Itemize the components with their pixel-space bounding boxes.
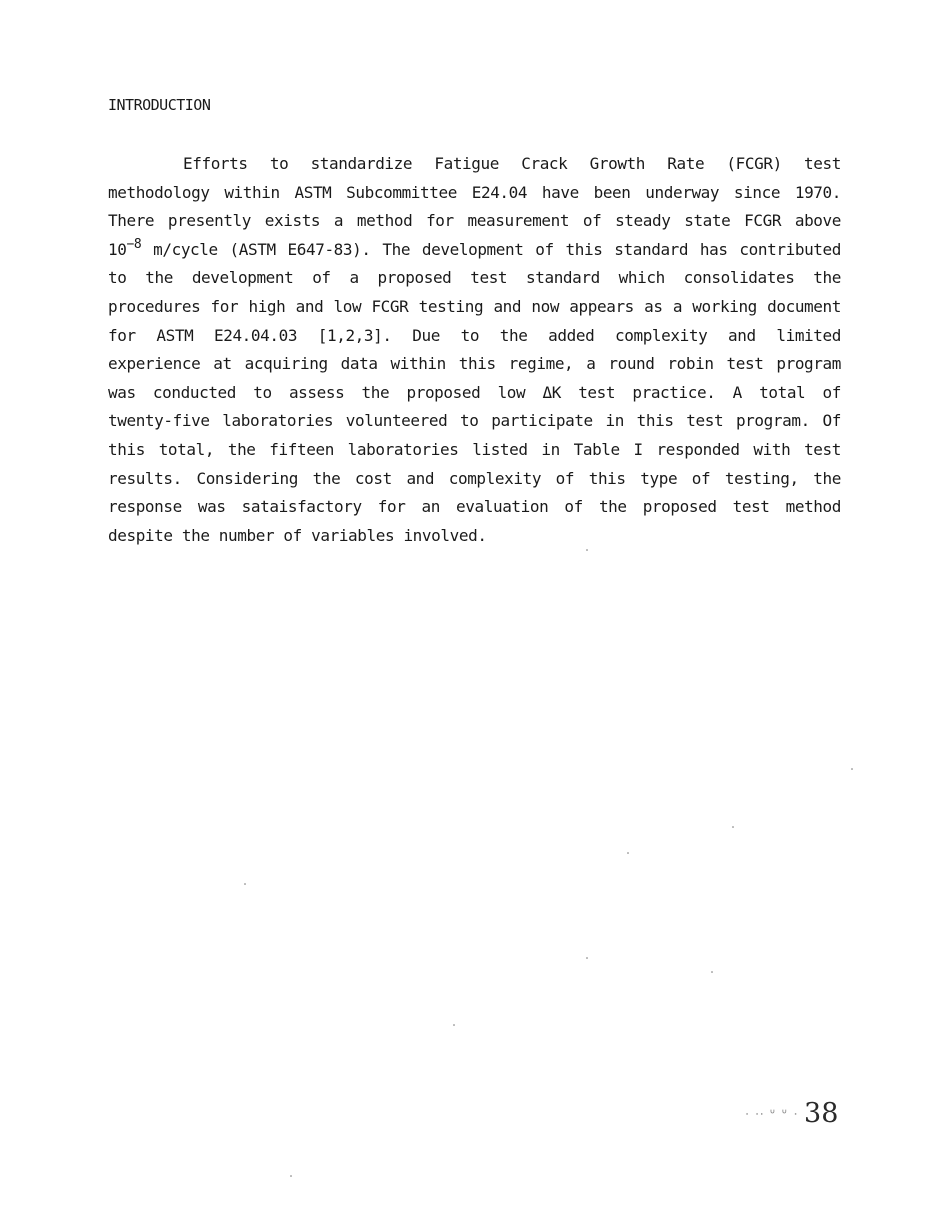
paragraph-line: Efforts to standardize Fatigue Crack Growth Rate (FCGR) test bbox=[183, 154, 841, 173]
exponent: −8 bbox=[126, 236, 142, 252]
page-number-value: 38 bbox=[804, 1098, 839, 1129]
paragraph-line: methodology within ASTM Subcommittee E24.04 have been underway since 1970. bbox=[108, 182, 841, 202]
scan-speck bbox=[586, 957, 588, 959]
paragraph-line: response was sataisfactory for an evaluation of the proposed test method bbox=[108, 497, 841, 517]
section-title: INTRODUCTION bbox=[108, 96, 211, 114]
scan-speck bbox=[732, 826, 734, 828]
exponent-base: 10 bbox=[108, 239, 127, 259]
paragraph-line: results. Considering the cost and complexity of this type of testing, the bbox=[108, 468, 841, 488]
paragraph-line: twenty-five laboratories volunteered to participate in this test program. Of bbox=[108, 411, 841, 431]
paragraph-line-with-exponent bbox=[108, 236, 841, 265]
page-number-faint-prefix: ᐧ ᐧᐧ ᐡ ᐡ ᐧ bbox=[745, 1107, 799, 1123]
paragraph-line: procedures for high and low FCGR testing and now appears as a working document bbox=[108, 296, 841, 316]
paragraph-line: to the development of a proposed test standard which consolidates the bbox=[108, 268, 841, 288]
scan-speck bbox=[851, 768, 853, 770]
scan-speck bbox=[586, 549, 588, 551]
page-number bbox=[745, 1098, 838, 1129]
paragraph-line: despite the number of variables involved. bbox=[108, 525, 487, 545]
introduction-paragraph bbox=[108, 150, 841, 550]
scan-speck bbox=[711, 971, 713, 973]
scan-speck bbox=[627, 852, 629, 854]
exponent-line-rest: m/cycle (ASTM E647-83). The development of this standard has contributed bbox=[141, 239, 841, 259]
paragraph-line: was conducted to assess the proposed low ΔK test practice. A total of bbox=[108, 382, 841, 402]
scan-speck bbox=[453, 1024, 455, 1026]
paragraph-line: experience at acquiring data within this regime, a round robin test program bbox=[108, 354, 841, 374]
scan-speck bbox=[290, 1175, 292, 1177]
paragraph-line: for ASTM E24.04.03 [1,2,3]. Due to the added complexity and limited bbox=[108, 325, 841, 345]
paragraph-line: this total, the fifteen laboratories listed in Table I responded with test bbox=[108, 439, 841, 459]
paragraph-line: There presently exists a method for measurement of steady state FCGR above bbox=[108, 211, 841, 231]
scan-speck bbox=[244, 883, 246, 885]
